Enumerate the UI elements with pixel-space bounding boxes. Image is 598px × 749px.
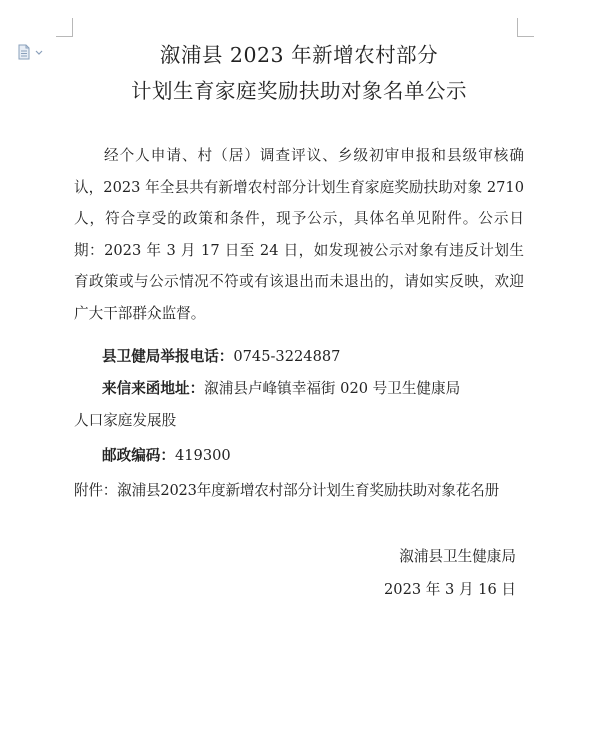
address-value-2: 人口家庭发展股 [74, 412, 177, 429]
document-title-line-1: 溆浦县 2023 年新增农村部分 [159, 43, 439, 67]
body-paragraph [74, 140, 524, 329]
phone-label: 县卫健局举报电话： [102, 348, 234, 365]
address-line-2 [74, 409, 176, 430]
zip-label: 邮政编码： [102, 447, 175, 464]
zip-line [102, 444, 231, 465]
document-title-line-2: 计划生育家庭奖励扶助对象名单公示 [131, 79, 467, 103]
page-corner-mark-right [517, 18, 534, 37]
signature-org: 溆浦县卫生健康局 [399, 548, 516, 565]
attachment-line: 附件：溆浦县2023年度新增农村部分计划生育奖励扶助对象花名册 [74, 482, 499, 499]
zip-value: 419300 [174, 447, 231, 464]
address-line [102, 377, 460, 398]
address-label: 来信来函地址： [102, 380, 205, 397]
phone-line [102, 345, 340, 366]
phone-value: 0745-3224887 [233, 348, 341, 365]
page-corner-mark-left [56, 18, 73, 37]
body-paragraph-text: 经个人申请、村（居）调查评议、乡级初审申报和县级审核确认，2023 年全县共有新增农村部分计划生育家庭奖励扶助对象 2710 人，符合享受的政策和条件，现予公示，具体名单见附件。公示日期：2023 年 3 月 17 日至 24 日，如发现被公示对象有违反计划生育政策或与公示情况不符或有该退出而未退出的，请如实反映，欢迎广大干部群众监督。 [74, 147, 524, 322]
signature-date: 2023 年 3 月 16 日 [384, 581, 516, 598]
address-value-1: 溆浦县卢峰镇幸福街 020 号卫生健康局 [204, 380, 461, 397]
